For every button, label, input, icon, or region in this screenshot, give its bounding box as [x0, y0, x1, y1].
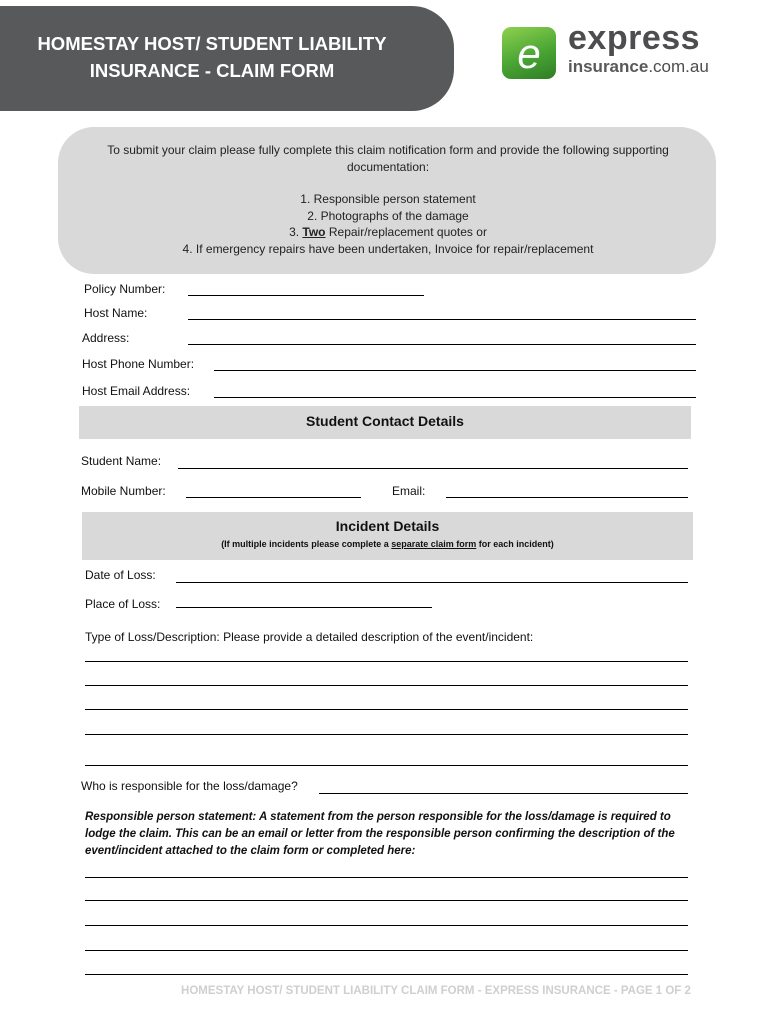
type-of-loss-label: Type of Loss/Description: Please provide a detailed description of the event/incident: — [85, 630, 534, 644]
list-item: 4. If emergency repairs have been undertaken, Invoice for repair/replacement — [182, 241, 594, 256]
incident-note-prefix: (If multiple incidents please complete a — [221, 539, 392, 549]
student-email-field[interactable] — [446, 497, 688, 498]
host-name-label: Host Name: — [84, 306, 148, 320]
separate-claim-form-link[interactable]: separate claim form — [391, 539, 477, 549]
mobile-number-label: Mobile Number: — [81, 484, 166, 498]
responsible-label: Who is responsible for the loss/damage? — [81, 779, 298, 793]
mobile-number-field[interactable] — [186, 497, 361, 498]
description-line[interactable] — [85, 661, 688, 662]
statement-line[interactable] — [85, 900, 688, 901]
student-name-label: Student Name: — [81, 454, 162, 468]
address-label: Address: — [82, 331, 130, 345]
host-phone-field[interactable] — [214, 370, 696, 371]
description-line[interactable] — [85, 765, 688, 766]
date-of-loss-label: Date of Loss: — [85, 568, 156, 582]
logo-letter: e — [517, 30, 541, 77]
list-item-emphasis: Two — [302, 225, 326, 239]
description-line[interactable] — [85, 685, 688, 686]
list-item-suffix: Repair/replacement quotes or — [325, 225, 487, 239]
description-line[interactable] — [85, 734, 688, 735]
logo-brand: express — [568, 19, 701, 57]
host-email-field[interactable] — [214, 397, 696, 398]
description-line[interactable] — [85, 709, 688, 710]
responsible-statement-text: Responsible person statement: A statement from the person responsible for the loss/damage is required to lodge the claim. This can be an email or letter from the responsible person confirming the description of the event/incident attached to the claim form or completed here: — [85, 811, 675, 857]
statement-line[interactable] — [85, 950, 688, 951]
page-title — [0, 30, 424, 84]
title-line-1: HOMESTAY HOST/ STUDENT LIABILITY — [37, 33, 387, 54]
intro-text: To submit your claim please fully complete this claim notification form and provide the following supporting documentation: — [107, 143, 669, 174]
incident-section-note — [82, 539, 693, 549]
host-phone-label: Host Phone Number: — [82, 357, 195, 371]
list-item: 1. Responsible person statement — [300, 192, 476, 206]
place-of-loss-label: Place of Loss: — [85, 597, 161, 611]
title-line-2: INSURANCE - CLAIM FORM — [89, 60, 335, 81]
logo-domain-name: insurance — [568, 57, 649, 76]
incident-note-suffix: for each incident) — [476, 539, 554, 549]
student-email-label: Email: — [392, 484, 426, 498]
page-footer: HOMESTAY HOST/ STUDENT LIABILITY CLAIM FORM - EXPRESS INSURANCE - PAGE 1 OF 2 — [181, 985, 691, 997]
statement-line[interactable] — [85, 877, 688, 878]
incident-section-title: Incident Details — [335, 518, 440, 534]
date-of-loss-field[interactable] — [176, 582, 688, 583]
logo-e-icon — [502, 27, 556, 79]
host-name-field[interactable] — [188, 319, 696, 320]
student-section-title: Student Contact Details — [306, 413, 464, 429]
logo-domain — [568, 57, 709, 77]
place-of-loss-field[interactable] — [176, 607, 432, 608]
list-item: 2. Photographs of the damage — [307, 208, 469, 223]
student-name-field[interactable] — [178, 468, 688, 469]
logo-domain-suffix: .com.au — [648, 57, 709, 76]
list-item — [78, 224, 698, 241]
statement-line[interactable] — [85, 925, 688, 926]
list-item-prefix: 3. — [289, 225, 303, 239]
policy-number-label: Policy Number: — [84, 282, 166, 296]
policy-number-field[interactable] — [188, 295, 424, 296]
address-field[interactable] — [188, 344, 696, 345]
document-list — [78, 191, 698, 257]
statement-line[interactable] — [85, 974, 688, 975]
responsible-field[interactable] — [319, 793, 688, 794]
host-email-label: Host Email Address: — [82, 384, 191, 398]
